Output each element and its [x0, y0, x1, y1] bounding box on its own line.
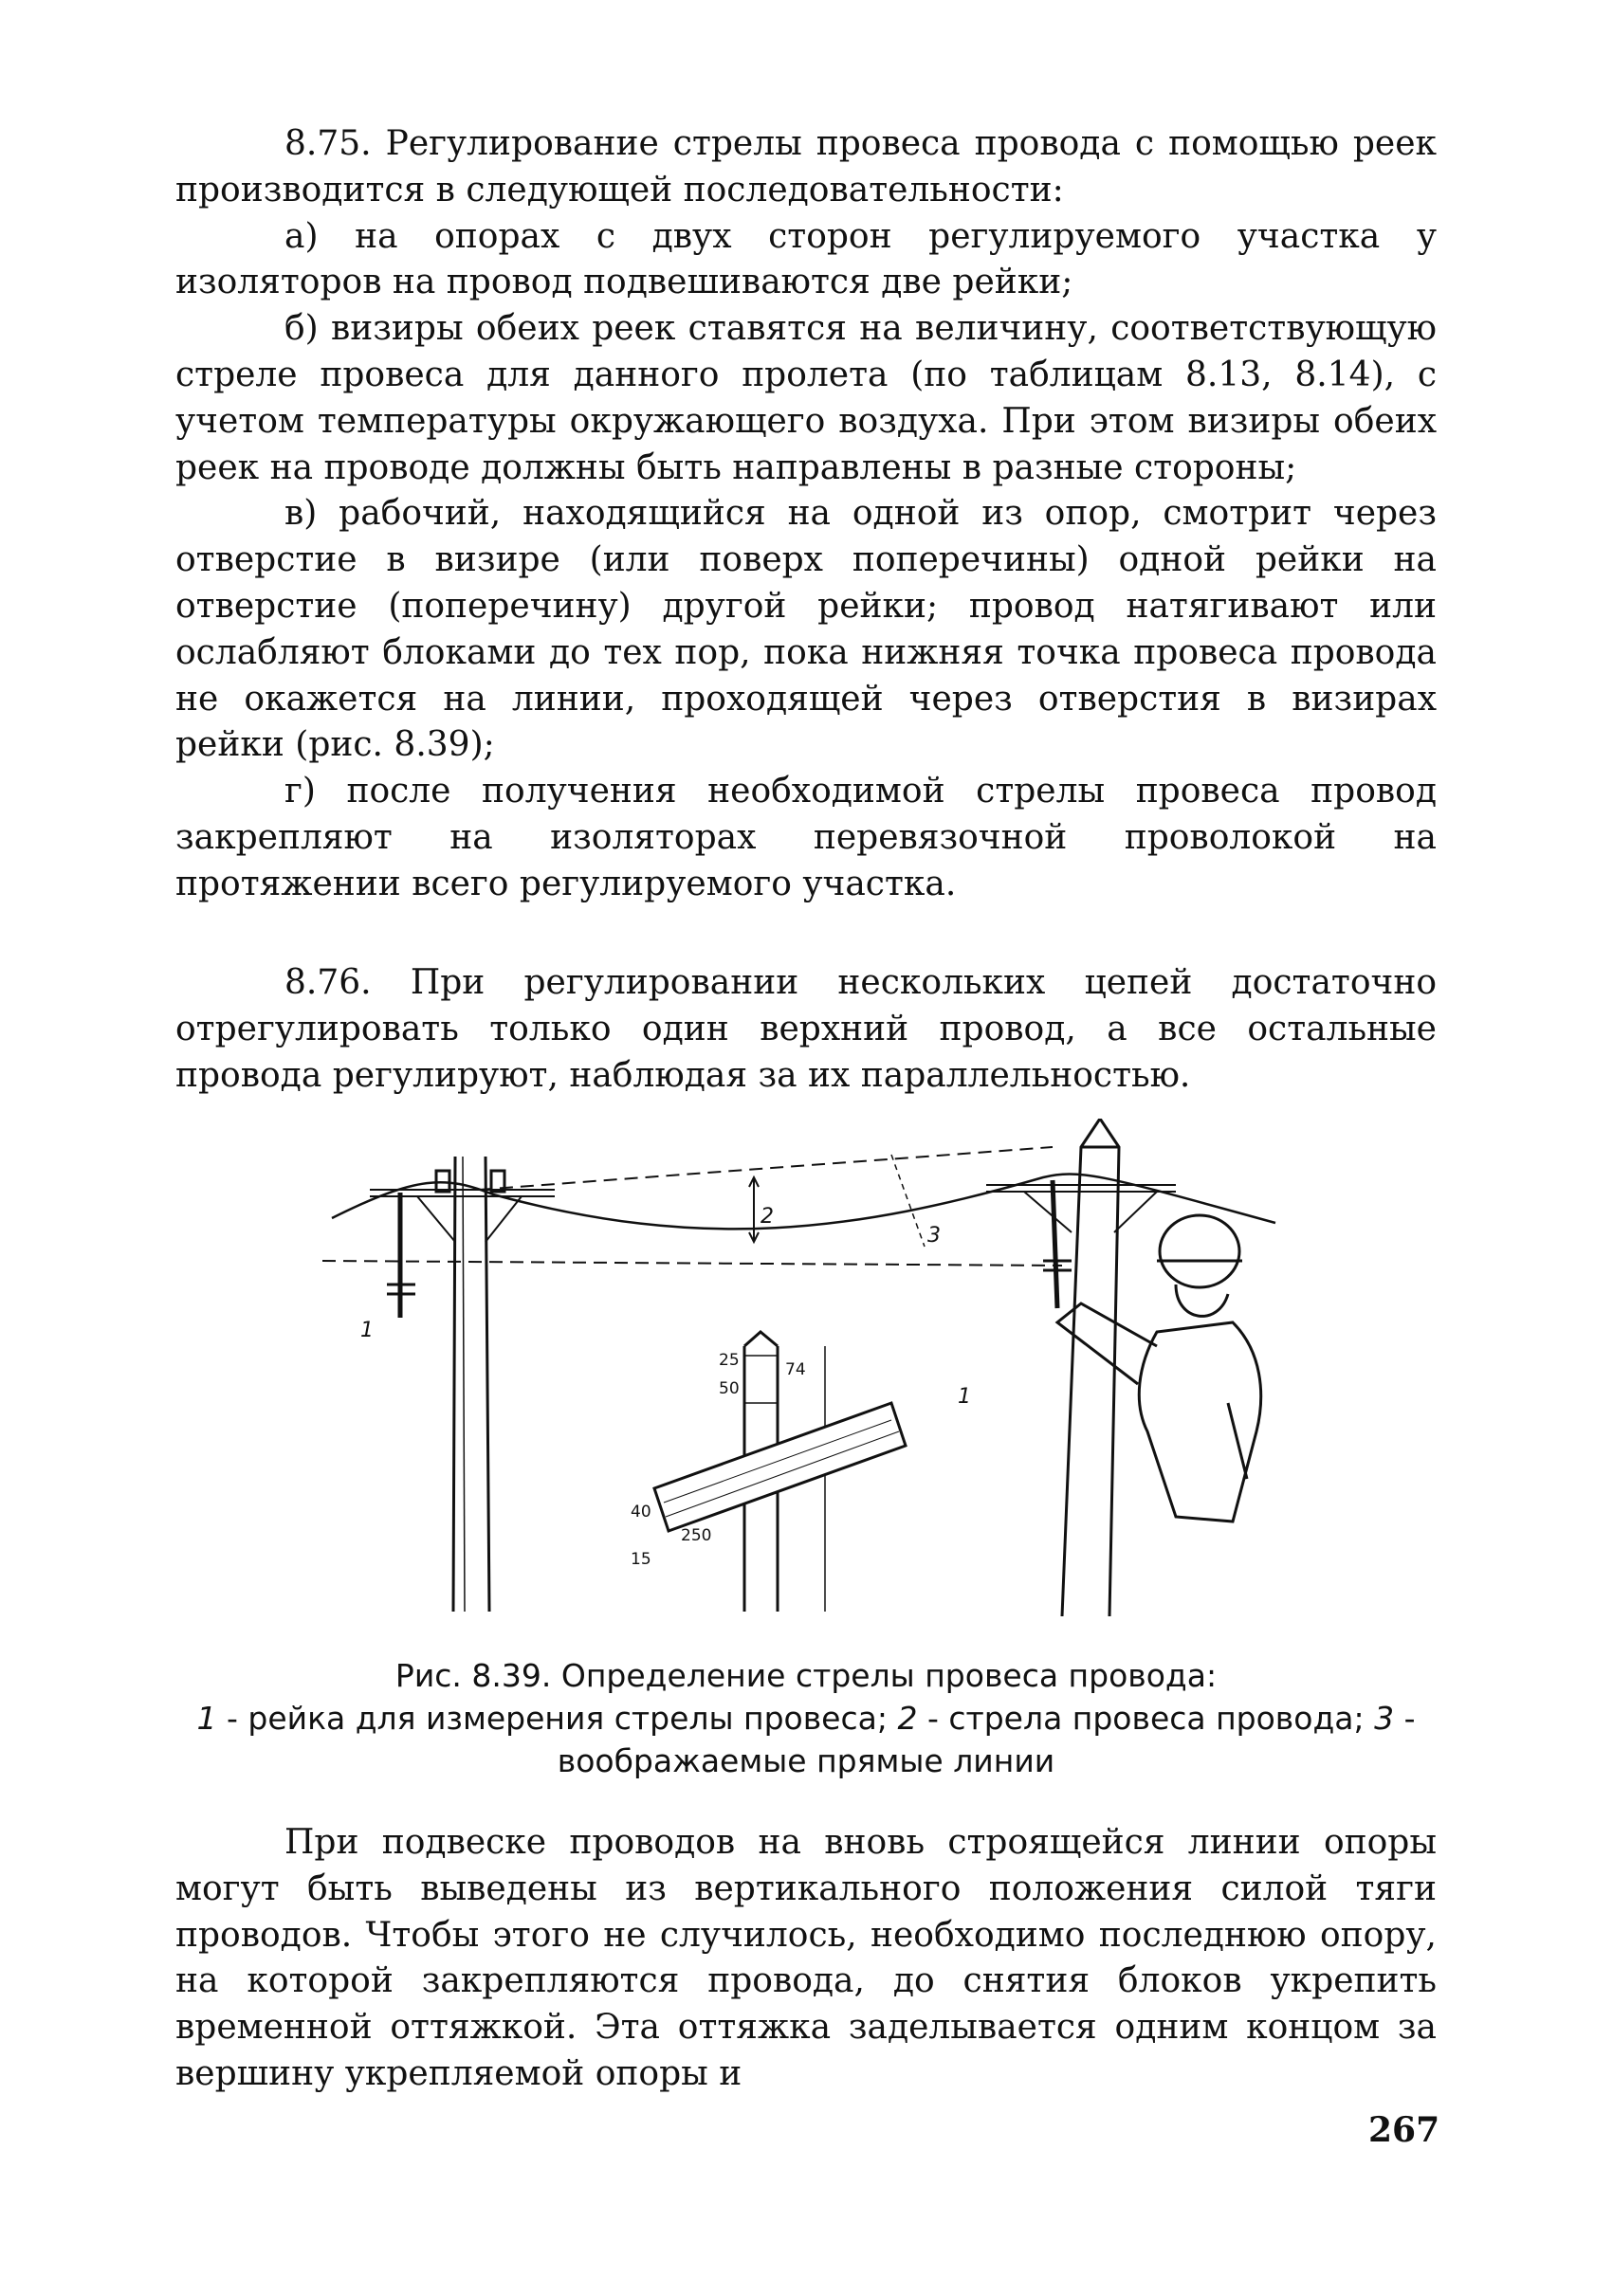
text-block-bottom: [175, 1820, 1437, 2098]
paragraph-item-g: г) после получения необходимой стрелы провеса провод закрепляют на изоляторах перевязочной проволокой на протяжении всего регулируемого участка.: [175, 772, 1437, 903]
caption-title: Рис. 8.39. Определение стрелы провеса провода:: [394, 1657, 1218, 1694]
caption-number-3: 3: [1374, 1700, 1395, 1737]
paragraph-item-b: б) визиры обеих реек ставятся на величину, соответствующую стреле провеса для данного пролета (по таблицам 8.13, 8.14), с учетом температуры окружающего воздуха. При этом визиры обеих реек на проводе должны быть направлены в разные стороны;: [175, 309, 1437, 487]
paragraph-bottom: При подвеске проводов на вновь строящейся линии опоры могут быть выведены из вертикального положения силой тяги проводов. Чтобы этого не случилось, необходимо последнюю опору, на которой закрепляются провода, до снятия блоков укрепить временной оттяжкой. Эта оттяжка заделывается одним концом за вершину укрепляемой опоры и: [175, 1823, 1437, 2093]
caption-text-3: - воображаемые прямые линии: [557, 1700, 1416, 1779]
text-block-875: [175, 121, 1437, 908]
paragraph-item-a: а) на опорах с двух сторон регулируемого участка у изоляторов на провод подвешиваются две рейки;: [175, 216, 1437, 302]
dimension-label: 50: [719, 1379, 740, 1398]
caption-number-1: 1: [196, 1700, 217, 1737]
figure-label-2: 2: [761, 1205, 774, 1229]
imaginary-line-bottom: [322, 1261, 1062, 1266]
worker: [1057, 1215, 1261, 1522]
page-number: 267: [1368, 2110, 1440, 2150]
paragraph-item-v: в) рабочий, находящийся на одной из опор, смотрит через отверстие в визире (или поверх поперечины) одной рейки на отверстие (поперечину) другой рейки; провод натягивают или ослабляют блоками до тех пор, пока нижняя точка провеса провода не окажется на линии, проходящей через отверстия в визирах рейки (рис. 8.39);: [175, 494, 1437, 765]
paragraph-875: 8.75. Регулирование стрелы провеса провода с помощью реек производится в следующей последовательности:: [175, 124, 1437, 210]
caption-number-2: 2: [897, 1700, 918, 1737]
figure-caption: [175, 1654, 1437, 1782]
imaginary-line-top: [479, 1147, 1053, 1190]
dimension-label: 15: [631, 1550, 651, 1569]
rail-detail: [654, 1332, 906, 1612]
text-block-876: [175, 960, 1437, 1099]
figure-sag-measurement: [322, 1119, 1280, 1631]
caption-text-1: - рейка для измерения стрелы провеса;: [216, 1700, 898, 1737]
left-measuring-rail: [387, 1193, 415, 1318]
dimension-label: 25: [719, 1351, 740, 1370]
figure-label-3: 3: [927, 1224, 941, 1248]
figure-label-1-right: 1: [958, 1385, 971, 1409]
dimension-label: 74: [785, 1360, 806, 1379]
dimension-label: 40: [631, 1503, 651, 1522]
caption-text-2: - стрела провеса провода;: [917, 1700, 1375, 1737]
figure-label-1-left: 1: [360, 1319, 374, 1342]
right-measuring-rail: [1043, 1180, 1072, 1308]
dimension-label: 250: [681, 1526, 712, 1545]
left-pole: [370, 1157, 555, 1612]
paragraph-876: 8.76. При регулировании нескольких цепей достаточно отрегулировать только один верхний провод, а все остальные провода регулируют, наблюдая за их параллельностью.: [175, 963, 1437, 1095]
sagging-wire: [332, 1174, 1275, 1229]
